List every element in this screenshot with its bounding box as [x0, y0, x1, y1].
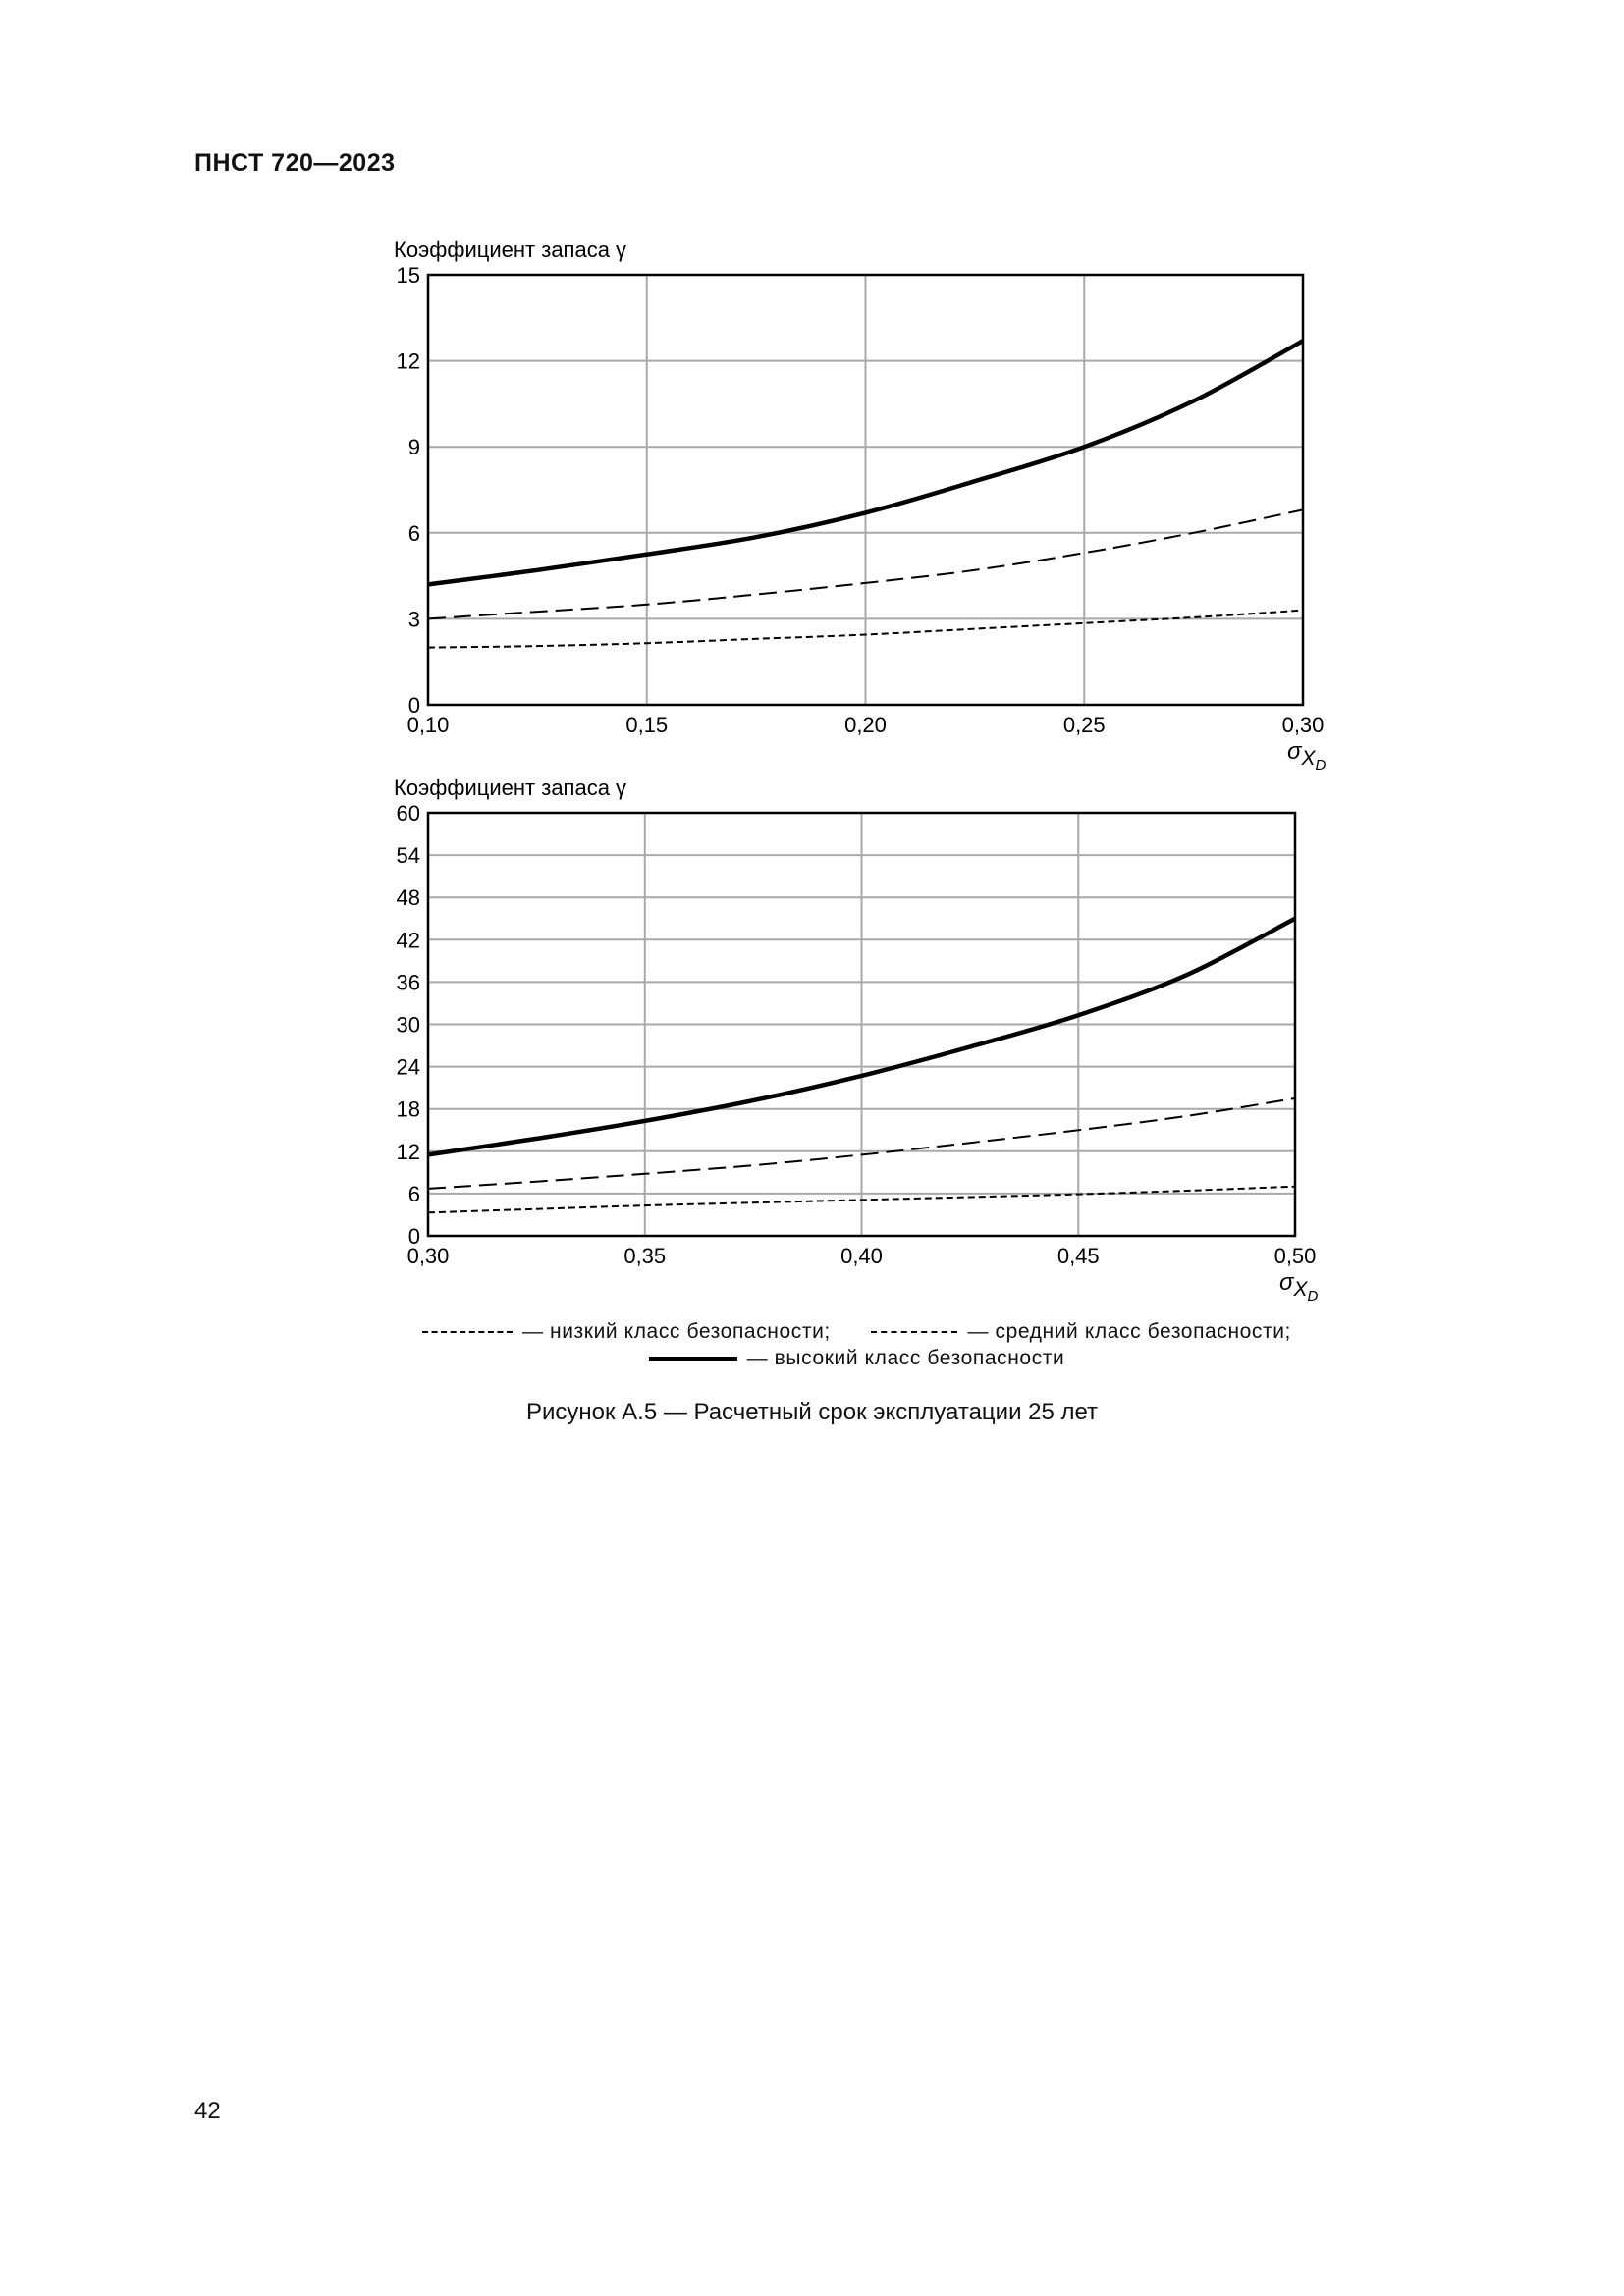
page-number: 42	[194, 2098, 221, 2124]
chart-2-ytick: 6	[407, 1181, 420, 1206]
chart-1-ytick: 3	[407, 607, 420, 632]
legend-item-low	[422, 1320, 831, 1344]
chart-2-ytick: 12	[396, 1139, 420, 1164]
chart-2-ytick: 0	[407, 1224, 420, 1249]
legend-swatch-mid	[871, 1331, 957, 1333]
chart-2-xtick: 0,45	[1056, 1244, 1100, 1268]
chart-1-ylabel: Коэффициент запаса γ	[394, 238, 627, 262]
chart-1-xtick: 0,10	[406, 713, 450, 737]
chart-2-ylabel: Коэффициент запаса γ	[394, 775, 627, 800]
legend-swatch-low	[422, 1331, 513, 1333]
chart-2-ytick: 30	[396, 1012, 420, 1038]
chart-2-ytick: 42	[396, 928, 420, 953]
chart-2-xlabel: $\sigma X_D$	[1279, 1269, 1319, 1305]
chart-1-ytick: 0	[407, 693, 420, 718]
chart-1-xtick: 0,30	[1281, 713, 1325, 737]
chart-1-ytick: 6	[407, 520, 420, 546]
chart-2-ytick: 18	[396, 1096, 420, 1122]
chart-2-xtick: 0,50	[1273, 1244, 1317, 1268]
legend-label-low: — низкий класс безопасности;	[522, 1320, 831, 1343]
legend	[422, 1320, 1291, 1370]
chart-1-ytick: 9	[407, 435, 420, 460]
document-id: ПНСТ 720—2023	[194, 149, 396, 177]
legend-item-mid	[871, 1320, 1291, 1344]
chart-2-ytick: 36	[396, 970, 420, 995]
legend-swatch-high	[649, 1357, 737, 1361]
chart-1-xtick: 0,20	[844, 713, 887, 737]
chart-2-ytick: 54	[396, 843, 420, 869]
legend-item-high	[649, 1347, 1065, 1370]
chart-2-ytick: 24	[396, 1054, 420, 1080]
chart-1-xlabel: $\sigma X_D$	[1287, 738, 1326, 774]
chart-1-xtick: 0,15	[625, 713, 669, 737]
chart-2-xtick: 0,40	[840, 1244, 883, 1268]
chart-bottom	[0, 751, 1624, 1305]
chart-1-ytick: 12	[396, 348, 420, 374]
legend-label-high: — высокий класс безопасности	[746, 1347, 1065, 1369]
chart-top	[0, 216, 1624, 774]
chart-1-ytick: 15	[396, 263, 420, 288]
figure-caption: Рисунок А.5 — Расчетный срок эксплуатации 25 лет	[525, 1399, 1099, 1425]
chart-2-xtick: 0,35	[623, 1244, 667, 1268]
chart-2-ytick: 48	[396, 885, 420, 911]
chart-2-ytick: 60	[396, 801, 420, 826]
chart-2-xtick: 0,30	[406, 1244, 450, 1268]
legend-label-mid: — средний класс безопасности;	[967, 1320, 1291, 1343]
chart-1-xtick: 0,25	[1062, 713, 1106, 737]
